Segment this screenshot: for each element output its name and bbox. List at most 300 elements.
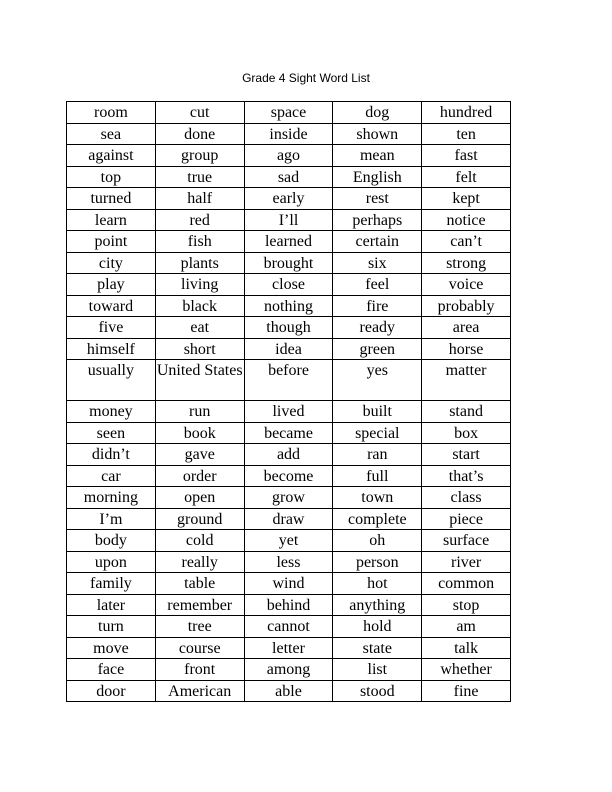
word-text: true [187,168,213,186]
word-cell [333,360,422,401]
word-text: later [96,596,126,614]
word-text: common [438,575,495,592]
word-text: group [181,147,219,164]
word-cell [67,637,156,659]
word-text: whether [440,661,492,678]
word-text: grow [272,489,305,506]
word-text: book [183,424,216,442]
word-cell [244,616,333,638]
word-text: draw [272,510,305,528]
word-text: list [367,661,388,678]
word-text: feel [365,276,390,293]
word-text: I’m [99,510,123,528]
word-cell [422,102,511,124]
word-cell [244,360,333,401]
word-cell [333,188,422,210]
word-cell [67,166,156,188]
word-cell [244,252,333,274]
word-text: strong [446,254,487,272]
word-text: brought [263,254,314,272]
word-text: black [182,297,218,315]
word-text: certain [355,233,400,250]
word-text: red [189,211,210,229]
word-text: ran [367,446,388,463]
word-text: turned [90,190,132,207]
table-row [67,166,511,188]
word-cell [422,360,511,401]
word-cell [67,616,156,638]
word-text: remember [167,596,233,614]
word-cell [333,295,422,317]
word-cell [244,188,333,210]
word-cell [422,680,511,702]
word-text: fish [187,233,212,250]
word-text: run [189,403,211,420]
word-cell [244,444,333,466]
word-cell [244,209,333,231]
word-cell [67,680,156,702]
word-cell [244,573,333,595]
word-cell [244,231,333,253]
word-cell [422,659,511,681]
word-text: point [94,233,128,250]
word-cell [422,487,511,509]
word-cell [67,123,156,145]
word-text: front [184,661,216,678]
word-text: door [96,682,126,700]
word-text: fire [366,297,389,315]
word-cell [155,102,244,124]
word-cell [155,188,244,210]
word-text: can’t [450,233,482,250]
word-cell [155,637,244,659]
word-text: hold [363,618,392,635]
table-row [67,338,511,360]
word-text: fine [453,682,479,700]
table-row [67,401,511,423]
word-text: stood [359,682,395,700]
word-cell [333,616,422,638]
word-cell [244,102,333,124]
word-cell [67,508,156,530]
word-cell [333,209,422,231]
word-cell [155,317,244,339]
word-text: city [98,254,123,272]
word-text: become [263,467,314,485]
word-cell [244,637,333,659]
word-text: top [100,168,122,186]
word-text: probably [437,297,495,315]
word-cell [155,338,244,360]
word-text: open [184,489,216,506]
page-title: Grade 4 Sight Word List [242,71,370,85]
word-text: didn’t [91,446,130,463]
word-text: green [359,340,396,358]
word-cell [67,659,156,681]
word-text: ten [456,125,476,143]
word-text: felt [455,168,477,186]
word-cell [422,401,511,423]
word-text: less [276,553,301,571]
word-cell [244,551,333,573]
word-text: though [266,319,311,336]
word-cell [155,508,244,530]
word-cell [155,123,244,145]
word-cell [67,422,156,444]
word-cell [422,295,511,317]
word-cell [155,360,244,401]
word-cell [333,465,422,487]
table-row [67,188,511,210]
word-cell [333,637,422,659]
word-cell [422,594,511,616]
word-cell [422,508,511,530]
word-text: lived [272,403,305,420]
word-cell [67,444,156,466]
word-cell [155,252,244,274]
word-cell [244,401,333,423]
word-cell [67,401,156,423]
word-text: am [456,618,476,635]
word-cell [67,360,156,401]
word-text: toward [88,297,134,315]
word-cell [422,274,511,296]
word-cell [333,231,422,253]
table-row [67,422,511,444]
word-cell [333,487,422,509]
word-cell [333,680,422,702]
word-text: eat [190,319,210,336]
word-text: perhaps [352,211,403,229]
word-cell [422,637,511,659]
word-text: table [184,575,216,592]
word-text: person [355,553,399,571]
word-cell [155,680,244,702]
word-text: town [361,489,394,506]
table-row [67,123,511,145]
word-cell [244,594,333,616]
word-text: voice [448,276,484,293]
table-row [67,487,511,509]
table-row [67,231,511,253]
word-cell [155,573,244,595]
word-text: done [184,125,216,143]
word-text: ground [177,510,223,528]
table-row [67,573,511,595]
word-text: built [362,403,392,420]
word-cell [422,166,511,188]
word-cell [67,274,156,296]
word-text: complete [347,510,407,528]
word-text: area [452,319,480,336]
word-text: piece [449,510,483,528]
word-text: five [98,319,124,336]
word-text: stop [452,596,480,614]
word-text: fast [454,147,478,164]
word-text: idea [275,340,302,358]
word-cell [155,616,244,638]
word-text: shown [356,125,399,143]
word-cell [67,551,156,573]
table-row [67,444,511,466]
word-cell [422,231,511,253]
word-text: yet [278,532,299,549]
word-cell [244,508,333,530]
word-cell [155,551,244,573]
word-cell [244,145,333,167]
word-text: hot [367,575,388,592]
word-text: rest [365,190,389,207]
word-text: special [355,424,400,442]
word-text: mean [359,147,395,164]
word-cell [333,102,422,124]
table-row [67,594,511,616]
word-text: ago [276,147,301,164]
word-cell [155,465,244,487]
word-cell [155,530,244,552]
word-text: United States [156,362,243,379]
table-row [67,274,511,296]
table-row [67,637,511,659]
word-cell [333,317,422,339]
word-cell [155,209,244,231]
word-text: six [367,254,387,272]
word-text: usually [87,362,134,379]
word-text: tree [187,618,212,635]
word-cell [422,530,511,552]
word-cell [67,594,156,616]
word-cell [333,422,422,444]
word-text: learned [264,233,313,250]
word-text: box [454,424,479,442]
word-text: among [266,661,311,678]
word-text: talk [454,639,479,657]
word-cell [244,680,333,702]
word-text: cold [185,532,214,549]
word-text: kept [452,190,480,207]
word-cell [333,145,422,167]
table-row [67,317,511,339]
word-text: space [270,104,307,121]
word-cell [155,231,244,253]
word-cell [422,616,511,638]
word-cell [333,338,422,360]
word-cell [422,317,511,339]
word-text: before [268,362,309,379]
word-text: able [275,682,302,700]
word-text: American [168,682,232,700]
word-cell [67,231,156,253]
word-cell [244,123,333,145]
word-text: room [94,104,128,121]
word-cell [67,338,156,360]
word-text: family [90,575,132,592]
word-cell [244,487,333,509]
word-text: behind [266,596,311,614]
word-cell [422,123,511,145]
word-text: river [450,553,482,571]
word-cell [155,401,244,423]
word-text: cannot [267,618,310,635]
word-cell [67,317,156,339]
table-row [67,360,511,401]
word-text: notice [446,211,486,229]
table-row [67,145,511,167]
word-text: body [94,532,127,549]
table-row [67,252,511,274]
word-cell [155,422,244,444]
word-cell [422,551,511,573]
word-text: anything [349,596,406,614]
word-cell [422,209,511,231]
word-text: plants [180,254,219,272]
word-cell [244,317,333,339]
word-cell [155,274,244,296]
word-text: short [183,340,216,358]
word-text: car [101,467,121,485]
word-text: horse [448,340,484,358]
word-text: against [88,147,134,164]
word-cell [244,295,333,317]
word-text: course [178,639,221,657]
word-cell [67,465,156,487]
word-text: move [93,639,129,657]
word-cell [67,573,156,595]
word-cell [333,274,422,296]
word-cell [333,508,422,530]
word-text: close [272,276,305,293]
word-text: money [89,403,133,420]
word-text: gave [184,446,215,463]
table-row [67,530,511,552]
word-cell [422,145,511,167]
word-text: add [276,446,301,463]
table-row [67,616,511,638]
word-text: dog [365,104,390,121]
table-row [67,295,511,317]
word-text: cut [189,104,210,121]
word-text: ready [359,319,396,336]
word-text: I’ll [278,211,299,229]
word-text: really [181,553,218,571]
word-text: matter [445,362,487,379]
word-text: letter [272,639,305,657]
word-cell [244,166,333,188]
word-cell [422,573,511,595]
word-text: turn [98,618,124,635]
word-text: sea [100,125,122,143]
word-text: upon [94,553,127,571]
word-text: face [97,661,125,678]
word-text: that’s [448,467,484,485]
word-cell [422,338,511,360]
word-cell [333,659,422,681]
word-text: living [181,276,219,293]
sight-word-table [66,101,511,702]
table-row [67,508,511,530]
word-text: order [182,467,217,485]
word-cell [333,594,422,616]
table-row [67,209,511,231]
word-cell [333,166,422,188]
word-cell [333,123,422,145]
word-text: himself [86,340,135,358]
word-cell [67,530,156,552]
word-cell [244,659,333,681]
word-cell [67,295,156,317]
word-cell [333,530,422,552]
word-text: full [366,467,389,485]
table-row [67,659,511,681]
word-cell [67,102,156,124]
word-text: hundred [439,104,493,121]
word-cell [422,465,511,487]
word-cell [155,145,244,167]
word-text: surface [442,532,490,549]
word-cell [422,252,511,274]
sight-word-table-body [67,102,511,702]
word-text: sad [277,168,300,186]
word-text: oh [369,532,386,549]
table-row [67,465,511,487]
word-text: play [97,276,125,293]
word-text: seen [96,424,126,442]
word-cell [333,252,422,274]
word-cell [333,573,422,595]
word-cell [422,188,511,210]
word-text: learn [94,211,127,229]
word-cell [155,166,244,188]
table-row [67,680,511,702]
word-cell [422,422,511,444]
table-row [67,551,511,573]
word-text: became [264,424,313,442]
word-cell [422,444,511,466]
word-cell [155,295,244,317]
word-cell [244,530,333,552]
word-text: nothing [264,297,313,315]
word-cell [67,188,156,210]
word-text: half [187,190,213,207]
word-cell [244,465,333,487]
word-cell [244,274,333,296]
word-text: start [452,446,480,463]
word-cell [244,338,333,360]
word-cell [67,145,156,167]
word-cell [155,594,244,616]
word-text: state [362,639,392,657]
word-cell [244,422,333,444]
word-cell [155,487,244,509]
word-text: inside [269,125,308,143]
word-cell [67,209,156,231]
word-text: yes [366,362,388,379]
word-cell [155,659,244,681]
word-cell [155,444,244,466]
word-text: class [450,489,482,506]
table-row [67,102,511,124]
word-text: wind [272,575,305,592]
word-text: morning [83,489,138,506]
word-cell [333,444,422,466]
word-cell [333,401,422,423]
word-cell [333,551,422,573]
word-cell [67,487,156,509]
word-text: early [272,190,305,207]
word-text: English [352,168,402,186]
word-text: stand [449,403,483,420]
word-cell [67,252,156,274]
